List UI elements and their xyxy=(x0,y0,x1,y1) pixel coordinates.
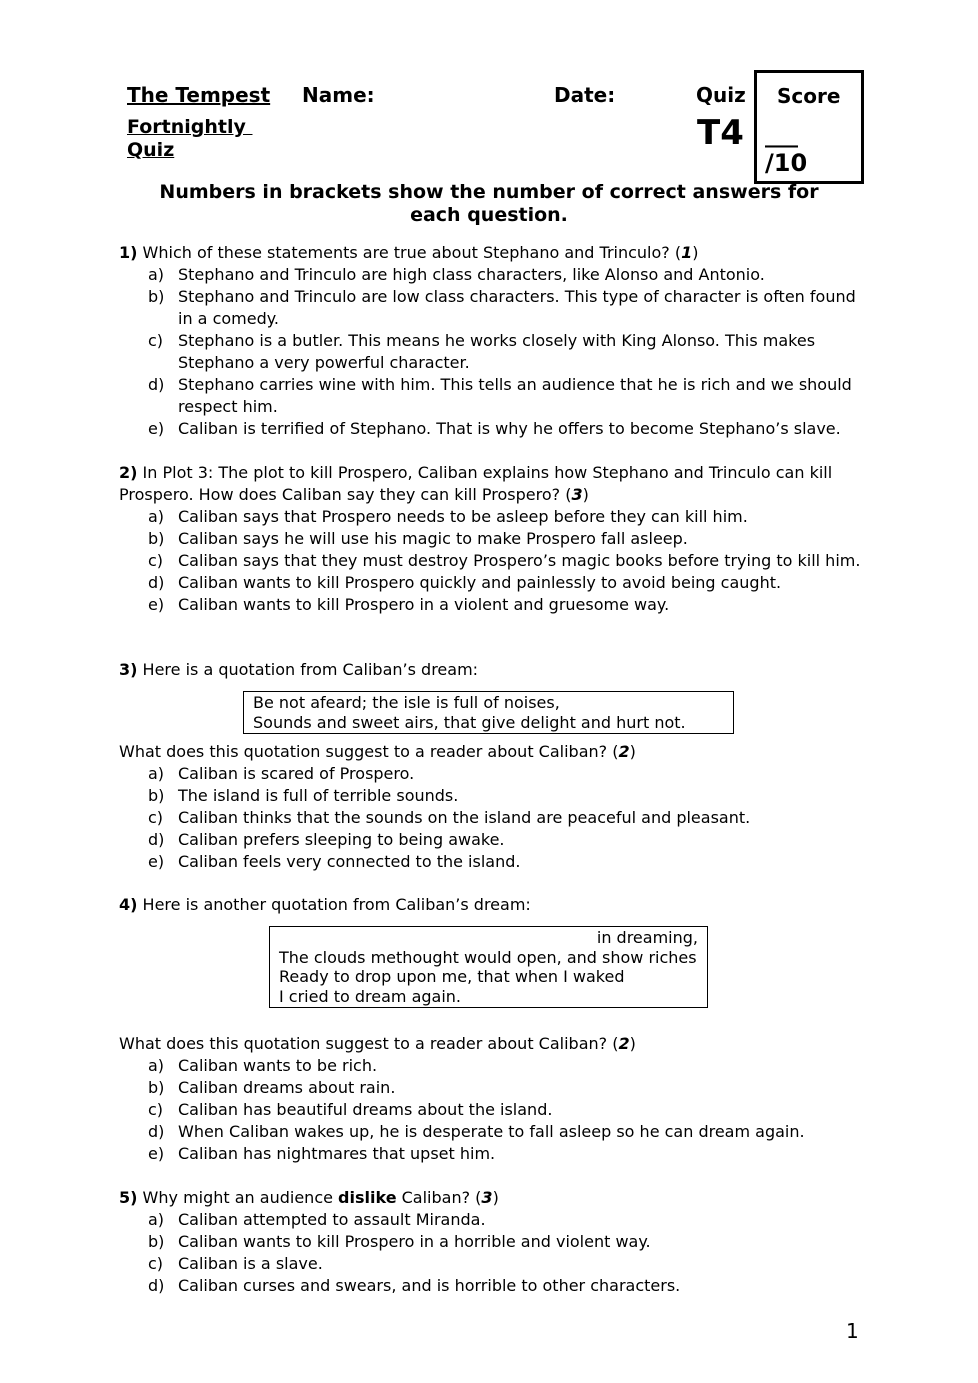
option-letter: c) xyxy=(148,808,164,827)
question-5-stem xyxy=(119,1187,864,1209)
option-text: Caliban is terrified of Stephano. That is why he offers to become Stephano’s slave. xyxy=(178,419,841,438)
option-c xyxy=(119,807,864,829)
score-box xyxy=(754,70,864,184)
instructions-line1: Numbers in brackets show the number of correct answers for xyxy=(159,181,819,203)
question-4-intro xyxy=(119,894,864,916)
option-text: Caliban wants to kill Prospero in a horrible and violent way. xyxy=(178,1232,651,1251)
quote-line: Be not afeard; the isle is full of noises, xyxy=(253,693,560,712)
question-number: 5) xyxy=(119,1188,138,1207)
option-letter: b) xyxy=(148,287,165,306)
option-text: Caliban has beautiful dreams about the island. xyxy=(178,1100,553,1119)
quote-line: Sounds and sweet airs, that give delight and hurt not. xyxy=(253,712,686,732)
question-number: 2) xyxy=(119,463,138,482)
option-letter: d) xyxy=(148,375,165,394)
option-letter: d) xyxy=(148,1276,165,1295)
question-3-intro xyxy=(119,659,864,681)
option-text: Stephano carries wine with him. This tells an audience that he is rich and we should respect him. xyxy=(178,375,852,416)
options-list xyxy=(119,763,864,873)
option-b xyxy=(119,1231,864,1253)
option-letter: d) xyxy=(148,830,165,849)
score-total: /10 xyxy=(765,149,808,177)
question-number: 4) xyxy=(119,895,138,914)
options-list xyxy=(119,264,864,440)
option-letter: b) xyxy=(148,1078,165,1097)
option-text: Caliban attempted to assault Miranda. xyxy=(178,1210,486,1229)
option-text: Caliban thinks that the sounds on the island are peaceful and pleasant. xyxy=(178,808,751,827)
name-label: Name: xyxy=(302,83,375,107)
option-letter: b) xyxy=(148,786,165,805)
question-close: ) xyxy=(692,243,699,262)
quotation-box xyxy=(269,926,708,1008)
answer-count: 1 xyxy=(681,243,693,262)
option-letter: b) xyxy=(148,529,165,548)
question-4-stem xyxy=(119,1033,864,1055)
option-letter: a) xyxy=(148,265,165,284)
quiz-label: Quiz xyxy=(696,83,746,107)
option-letter: e) xyxy=(148,595,165,614)
question-4 xyxy=(119,1033,864,1165)
score-blank: ___ xyxy=(765,123,798,148)
quote-line: The clouds methought would open, and show riches xyxy=(279,947,697,967)
quiz-subtitle xyxy=(127,116,252,162)
quote-line: I cried to dream again. xyxy=(279,986,461,1006)
question-text: In Plot 3: The plot to kill Prospero, Caliban explains how Stephano and Trinculo can kill Prospero. How does Caliban say they can kill Prospero? ( xyxy=(119,463,833,504)
subtitle-line1: Fortnightly xyxy=(127,116,253,138)
options-list xyxy=(119,1055,864,1165)
option-letter: c) xyxy=(148,551,164,570)
option-e xyxy=(119,851,864,873)
question-close: ) xyxy=(629,742,636,761)
answer-count: 2 xyxy=(618,742,630,761)
option-letter: d) xyxy=(148,1122,165,1141)
question-close: ) xyxy=(492,1188,499,1207)
question-emphasis: dislike xyxy=(338,1188,397,1207)
option-d xyxy=(119,374,864,418)
instructions-line2: each question. xyxy=(410,204,568,226)
question-close: ) xyxy=(629,1034,636,1053)
question-3-stem xyxy=(119,741,864,763)
question-2 xyxy=(119,462,864,616)
quotation-box xyxy=(243,691,734,734)
option-d xyxy=(119,1275,864,1297)
question-1-stem xyxy=(119,242,864,264)
option-letter: e) xyxy=(148,852,165,871)
option-e xyxy=(119,1143,864,1165)
answer-count: 3 xyxy=(481,1188,493,1207)
option-letter: a) xyxy=(148,1210,165,1229)
option-c xyxy=(119,550,864,572)
instructions xyxy=(119,181,859,227)
option-letter: e) xyxy=(148,1144,165,1163)
option-letter: c) xyxy=(148,1254,164,1273)
option-e xyxy=(119,594,864,616)
question-3 xyxy=(119,741,864,873)
quote-line: in dreaming, xyxy=(596,928,698,947)
question-1 xyxy=(119,242,864,440)
option-d xyxy=(119,829,864,851)
option-text: Caliban wants to be rich. xyxy=(178,1056,378,1075)
option-letter: c) xyxy=(148,1100,164,1119)
option-text: Caliban curses and swears, and is horrible to other characters. xyxy=(178,1276,681,1295)
option-letter: a) xyxy=(148,1056,165,1075)
date-label: Date: xyxy=(554,83,616,107)
subtitle-line2: Quiz xyxy=(127,139,175,161)
option-b xyxy=(119,1077,864,1099)
quote-line: Ready to drop upon me, that when I waked xyxy=(279,967,625,986)
question-text: What does this quotation suggest to a reader about Caliban? ( xyxy=(119,742,619,761)
option-letter: a) xyxy=(148,507,165,526)
option-text: Caliban says that Prospero needs to be asleep before they can kill him. xyxy=(178,507,748,526)
option-text: Caliban says that they must destroy Prospero’s magic books before trying to kill him. xyxy=(178,551,861,570)
option-text: Caliban wants to kill Prospero in a violent and gruesome way. xyxy=(178,595,670,614)
option-text: Caliban is a slave. xyxy=(178,1254,323,1273)
option-text: Stephano is a butler. This means he works closely with King Alonso. This makes Stephano a very powerful character. xyxy=(178,331,816,372)
option-b xyxy=(119,286,864,330)
option-letter: e) xyxy=(148,419,165,438)
option-a xyxy=(119,1209,864,1231)
option-text: The island is full of terrible sounds. xyxy=(178,786,459,805)
option-text: Caliban prefers sleeping to being awake. xyxy=(178,830,505,849)
option-text: Stephano and Trinculo are high class characters, like Alonso and Antonio. xyxy=(178,265,765,284)
page-number: 1 xyxy=(846,1319,859,1343)
option-text: Caliban dreams about rain. xyxy=(178,1078,396,1097)
option-letter: c) xyxy=(148,331,164,350)
question-5 xyxy=(119,1187,864,1297)
option-text: Caliban says he will use his magic to make Prospero fall asleep. xyxy=(178,529,688,548)
question-number: 3) xyxy=(119,660,138,679)
question-close: ) xyxy=(582,485,589,504)
option-a xyxy=(119,506,864,528)
option-text: Caliban feels very connected to the island. xyxy=(178,852,521,871)
question-intro: Here is a quotation from Caliban’s dream: xyxy=(142,660,479,679)
option-c xyxy=(119,1099,864,1121)
option-a xyxy=(119,763,864,785)
answer-count: 2 xyxy=(618,1034,630,1053)
option-c xyxy=(119,1253,864,1275)
option-d xyxy=(119,1121,864,1143)
option-a xyxy=(119,264,864,286)
option-b xyxy=(119,528,864,550)
question-text: Why might an audience xyxy=(142,1188,339,1207)
option-d xyxy=(119,572,864,594)
question-text: What does this quotation suggest to a reader about Caliban? ( xyxy=(119,1034,619,1053)
quiz-title: The Tempest xyxy=(127,83,271,107)
options-list xyxy=(119,1209,864,1297)
option-letter: a) xyxy=(148,764,165,783)
option-text: Caliban has nightmares that upset him. xyxy=(178,1144,496,1163)
option-a xyxy=(119,1055,864,1077)
option-b xyxy=(119,785,864,807)
option-text: Caliban wants to kill Prospero quickly and painlessly to avoid being caught. xyxy=(178,573,782,592)
options-list xyxy=(119,506,864,616)
option-text: When Caliban wakes up, he is desperate to fall asleep so he can dream again. xyxy=(178,1122,805,1141)
question-text-after: Caliban? ( xyxy=(396,1188,482,1207)
score-label: Score xyxy=(777,84,841,108)
question-text: Which of these statements are true about Stephano and Trinculo? ( xyxy=(142,243,682,262)
answer-count: 3 xyxy=(571,485,583,504)
option-e xyxy=(119,418,864,440)
option-letter: d) xyxy=(148,573,165,592)
option-text: Stephano and Trinculo are low class characters. This type of character is often found in a comedy. xyxy=(178,287,856,328)
question-intro: Here is another quotation from Caliban’s dream: xyxy=(142,895,531,914)
quiz-code: T4 xyxy=(697,113,744,153)
option-letter: b) xyxy=(148,1232,165,1251)
option-c xyxy=(119,330,864,374)
question-number: 1) xyxy=(119,243,138,262)
question-2-stem xyxy=(119,462,864,506)
option-text: Caliban is scared of Prospero. xyxy=(178,764,415,783)
